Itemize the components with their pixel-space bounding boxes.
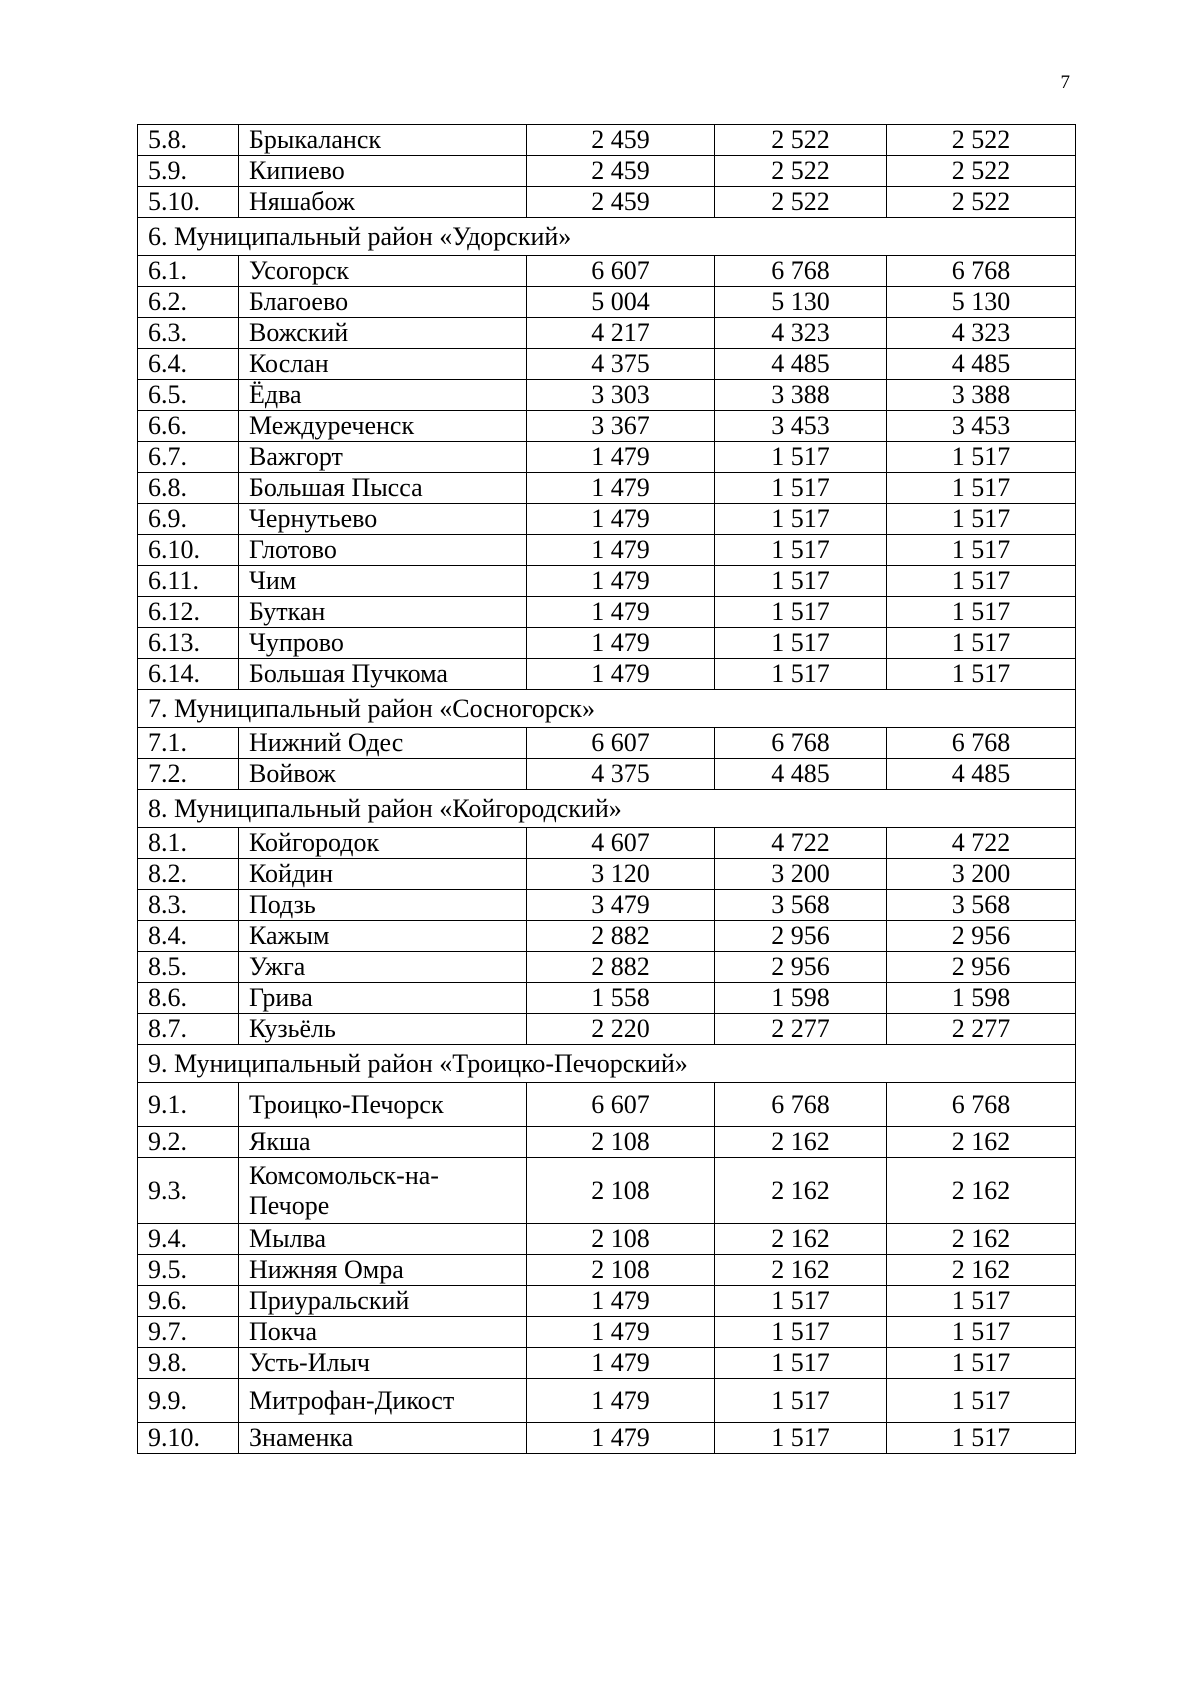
value-3-cell: 1 517 <box>887 473 1076 504</box>
table-row <box>138 156 1076 187</box>
row-number-cell: 7.2. <box>138 759 239 790</box>
table-row <box>138 318 1076 349</box>
table-row <box>138 473 1076 504</box>
table-row <box>138 828 1076 859</box>
section-title: 9. Муниципальный район «Троицко-Печорский» <box>138 1045 1076 1083</box>
value-2-cell: 6 768 <box>715 728 887 759</box>
table-row <box>138 1379 1076 1423</box>
row-number-cell: 6.6. <box>138 411 239 442</box>
value-1-cell: 1 479 <box>527 473 715 504</box>
table-row <box>138 859 1076 890</box>
value-2-cell: 3 453 <box>715 411 887 442</box>
value-2-cell: 1 517 <box>715 1423 887 1454</box>
value-3-cell: 1 517 <box>887 659 1076 690</box>
table-row <box>138 380 1076 411</box>
settlement-name-cell: Большая Пучкома <box>239 659 527 690</box>
settlement-name-cell: Усть-Илыч <box>239 1348 527 1379</box>
table-row <box>138 1127 1076 1158</box>
value-1-cell: 4 217 <box>527 318 715 349</box>
row-number-cell: 8.4. <box>138 921 239 952</box>
row-number-cell: 6.3. <box>138 318 239 349</box>
row-number-cell: 8.3. <box>138 890 239 921</box>
value-1-cell: 3 367 <box>527 411 715 442</box>
value-2-cell: 1 517 <box>715 1286 887 1317</box>
settlement-name-cell: Якша <box>239 1127 527 1158</box>
value-2-cell: 1 517 <box>715 442 887 473</box>
value-1-cell: 2 882 <box>527 921 715 952</box>
settlement-name-cell: Койгородок <box>239 828 527 859</box>
row-number-cell: 6.13. <box>138 628 239 659</box>
row-number-cell: 6.8. <box>138 473 239 504</box>
row-number-cell: 6.11. <box>138 566 239 597</box>
value-1-cell: 2 459 <box>527 156 715 187</box>
value-3-cell: 1 517 <box>887 1348 1076 1379</box>
value-1-cell: 1 479 <box>527 659 715 690</box>
table-row <box>138 659 1076 690</box>
settlement-name-cell: Междуреченск <box>239 411 527 442</box>
value-1-cell: 2 108 <box>527 1158 715 1224</box>
value-2-cell: 1 517 <box>715 504 887 535</box>
table-row <box>138 1158 1076 1224</box>
table-row <box>138 256 1076 287</box>
value-3-cell: 6 768 <box>887 1083 1076 1127</box>
value-1-cell: 1 558 <box>527 983 715 1014</box>
row-number-cell: 6.1. <box>138 256 239 287</box>
settlement-name-cell: Буткан <box>239 597 527 628</box>
value-2-cell: 2 162 <box>715 1127 887 1158</box>
settlement-name-cell: Кузьёль <box>239 1014 527 1045</box>
settlement-name-cell: Грива <box>239 983 527 1014</box>
value-3-cell: 4 485 <box>887 349 1076 380</box>
value-2-cell: 2 956 <box>715 952 887 983</box>
settlement-name-cell: Важгорт <box>239 442 527 473</box>
table-row <box>138 125 1076 156</box>
row-number-cell: 8.7. <box>138 1014 239 1045</box>
value-1-cell: 6 607 <box>527 1083 715 1127</box>
value-2-cell: 2 277 <box>715 1014 887 1045</box>
value-2-cell: 3 200 <box>715 859 887 890</box>
settlement-name-cell: Чим <box>239 566 527 597</box>
value-3-cell: 1 517 <box>887 1286 1076 1317</box>
value-2-cell: 1 517 <box>715 566 887 597</box>
value-2-cell: 1 517 <box>715 1317 887 1348</box>
value-3-cell: 2 162 <box>887 1158 1076 1224</box>
settlement-name-cell: Благоево <box>239 287 527 318</box>
value-1-cell: 2 459 <box>527 187 715 218</box>
value-1-cell: 2 882 <box>527 952 715 983</box>
value-1-cell: 1 479 <box>527 566 715 597</box>
settlement-name-cell: Комсомольск-на-Печоре <box>239 1158 527 1224</box>
row-number-cell: 8.5. <box>138 952 239 983</box>
row-number-cell: 9.3. <box>138 1158 239 1224</box>
row-number-cell: 5.9. <box>138 156 239 187</box>
value-3-cell: 2 162 <box>887 1127 1076 1158</box>
value-3-cell: 1 517 <box>887 1317 1076 1348</box>
value-3-cell: 2 956 <box>887 952 1076 983</box>
table-row <box>138 1224 1076 1255</box>
value-3-cell: 3 453 <box>887 411 1076 442</box>
value-2-cell: 2 162 <box>715 1158 887 1224</box>
value-3-cell: 2 522 <box>887 156 1076 187</box>
value-1-cell: 5 004 <box>527 287 715 318</box>
value-1-cell: 1 479 <box>527 1423 715 1454</box>
row-number-cell: 7.1. <box>138 728 239 759</box>
row-number-cell: 9.2. <box>138 1127 239 1158</box>
value-1-cell: 4 375 <box>527 349 715 380</box>
value-2-cell: 6 768 <box>715 1083 887 1127</box>
value-1-cell: 2 108 <box>527 1255 715 1286</box>
row-number-cell: 8.1. <box>138 828 239 859</box>
row-number-cell: 6.9. <box>138 504 239 535</box>
table-row <box>138 952 1076 983</box>
table-row <box>138 921 1076 952</box>
value-1-cell: 2 108 <box>527 1127 715 1158</box>
value-1-cell: 1 479 <box>527 442 715 473</box>
table-row <box>138 1348 1076 1379</box>
value-2-cell: 2 956 <box>715 921 887 952</box>
value-2-cell: 1 517 <box>715 659 887 690</box>
section-title: 6. Муниципальный район «Удорский» <box>138 218 1076 256</box>
value-1-cell: 2 220 <box>527 1014 715 1045</box>
table-row <box>138 411 1076 442</box>
table-body <box>138 125 1076 1454</box>
value-3-cell: 3 568 <box>887 890 1076 921</box>
value-1-cell: 3 120 <box>527 859 715 890</box>
row-number-cell: 9.10. <box>138 1423 239 1454</box>
value-3-cell: 1 517 <box>887 1379 1076 1423</box>
row-number-cell: 6.12. <box>138 597 239 628</box>
settlement-name-cell: Митрофан-Дикост <box>239 1379 527 1423</box>
row-number-cell: 9.1. <box>138 1083 239 1127</box>
value-2-cell: 2 162 <box>715 1224 887 1255</box>
table-row <box>138 1286 1076 1317</box>
value-3-cell: 1 517 <box>887 597 1076 628</box>
table-row <box>138 187 1076 218</box>
settlement-name-cell: Усогорск <box>239 256 527 287</box>
row-number-cell: 6.2. <box>138 287 239 318</box>
table-row <box>138 1014 1076 1045</box>
section-header-row <box>138 790 1076 828</box>
value-2-cell: 2 162 <box>715 1255 887 1286</box>
settlement-name-cell: Войвож <box>239 759 527 790</box>
value-1-cell: 1 479 <box>527 597 715 628</box>
settlement-name-cell: Знаменка <box>239 1423 527 1454</box>
value-3-cell: 5 130 <box>887 287 1076 318</box>
value-3-cell: 2 162 <box>887 1255 1076 1286</box>
section-header-row <box>138 690 1076 728</box>
settlement-name-cell: Койдин <box>239 859 527 890</box>
value-2-cell: 5 130 <box>715 287 887 318</box>
settlement-name-cell: Нижняя Омра <box>239 1255 527 1286</box>
value-1-cell: 3 303 <box>527 380 715 411</box>
table-row <box>138 504 1076 535</box>
table-row <box>138 287 1076 318</box>
value-3-cell: 1 598 <box>887 983 1076 1014</box>
table-row <box>138 728 1076 759</box>
table-row <box>138 442 1076 473</box>
value-2-cell: 6 768 <box>715 256 887 287</box>
value-1-cell: 2 108 <box>527 1224 715 1255</box>
row-number-cell: 9.8. <box>138 1348 239 1379</box>
table-row <box>138 535 1076 566</box>
value-3-cell: 1 517 <box>887 535 1076 566</box>
value-1-cell: 1 479 <box>527 1379 715 1423</box>
value-3-cell: 3 388 <box>887 380 1076 411</box>
settlement-name-cell: Вожский <box>239 318 527 349</box>
value-1-cell: 1 479 <box>527 1317 715 1348</box>
row-number-cell: 6.10. <box>138 535 239 566</box>
value-2-cell: 1 517 <box>715 628 887 659</box>
value-2-cell: 1 517 <box>715 1348 887 1379</box>
section-title: 8. Муниципальный район «Койгородский» <box>138 790 1076 828</box>
value-3-cell: 2 956 <box>887 921 1076 952</box>
value-1-cell: 6 607 <box>527 256 715 287</box>
value-1-cell: 4 607 <box>527 828 715 859</box>
settlement-name-cell: Брыкаланск <box>239 125 527 156</box>
value-2-cell: 1 517 <box>715 473 887 504</box>
settlement-name-cell: Кослан <box>239 349 527 380</box>
settlement-name-cell: Ужга <box>239 952 527 983</box>
row-number-cell: 9.7. <box>138 1317 239 1348</box>
table-row <box>138 890 1076 921</box>
value-3-cell: 2 522 <box>887 187 1076 218</box>
value-3-cell: 2 162 <box>887 1224 1076 1255</box>
value-3-cell: 4 323 <box>887 318 1076 349</box>
settlement-name-cell: Нижний Одес <box>239 728 527 759</box>
value-1-cell: 1 479 <box>527 504 715 535</box>
value-3-cell: 4 722 <box>887 828 1076 859</box>
value-2-cell: 3 568 <box>715 890 887 921</box>
value-3-cell: 1 517 <box>887 1423 1076 1454</box>
value-2-cell: 4 485 <box>715 759 887 790</box>
table-row <box>138 1083 1076 1127</box>
table-row <box>138 1317 1076 1348</box>
row-number-cell: 6.14. <box>138 659 239 690</box>
row-number-cell: 8.2. <box>138 859 239 890</box>
page-number: 7 <box>1060 72 1070 93</box>
value-2-cell: 1 517 <box>715 1379 887 1423</box>
value-2-cell: 1 517 <box>715 597 887 628</box>
value-1-cell: 1 479 <box>527 535 715 566</box>
table-row <box>138 759 1076 790</box>
value-2-cell: 1 517 <box>715 535 887 566</box>
value-3-cell: 1 517 <box>887 442 1076 473</box>
value-1-cell: 6 607 <box>527 728 715 759</box>
settlement-name-cell: Мылва <box>239 1224 527 1255</box>
settlements-table <box>137 124 1076 1454</box>
value-3-cell: 6 768 <box>887 728 1076 759</box>
row-number-cell: 9.4. <box>138 1224 239 1255</box>
row-number-cell: 6.5. <box>138 380 239 411</box>
row-number-cell: 6.4. <box>138 349 239 380</box>
section-header-row <box>138 218 1076 256</box>
value-3-cell: 2 277 <box>887 1014 1076 1045</box>
table-row <box>138 566 1076 597</box>
value-2-cell: 2 522 <box>715 156 887 187</box>
value-3-cell: 3 200 <box>887 859 1076 890</box>
value-2-cell: 4 323 <box>715 318 887 349</box>
row-number-cell: 9.6. <box>138 1286 239 1317</box>
value-1-cell: 1 479 <box>527 1286 715 1317</box>
value-2-cell: 2 522 <box>715 125 887 156</box>
table-row <box>138 1255 1076 1286</box>
settlement-name-cell: Глотово <box>239 535 527 566</box>
value-3-cell: 6 768 <box>887 256 1076 287</box>
table-row <box>138 597 1076 628</box>
settlement-name-cell: Кажым <box>239 921 527 952</box>
value-3-cell: 2 522 <box>887 125 1076 156</box>
value-2-cell: 4 722 <box>715 828 887 859</box>
row-number-cell: 8.6. <box>138 983 239 1014</box>
value-1-cell: 4 375 <box>527 759 715 790</box>
table-row <box>138 1423 1076 1454</box>
settlement-name-cell: Большая Пысса <box>239 473 527 504</box>
settlement-name-cell: Ёдва <box>239 380 527 411</box>
value-1-cell: 3 479 <box>527 890 715 921</box>
table-row <box>138 349 1076 380</box>
settlement-name-cell: Кипиево <box>239 156 527 187</box>
settlement-name-cell: Няшабож <box>239 187 527 218</box>
value-3-cell: 4 485 <box>887 759 1076 790</box>
value-2-cell: 2 522 <box>715 187 887 218</box>
settlement-name-cell: Чернутьево <box>239 504 527 535</box>
table-row <box>138 628 1076 659</box>
value-3-cell: 1 517 <box>887 504 1076 535</box>
value-2-cell: 4 485 <box>715 349 887 380</box>
value-2-cell: 1 598 <box>715 983 887 1014</box>
settlement-name-cell: Чупрово <box>239 628 527 659</box>
row-number-cell: 9.5. <box>138 1255 239 1286</box>
settlement-name-cell: Приуральский <box>239 1286 527 1317</box>
value-3-cell: 1 517 <box>887 566 1076 597</box>
settlement-name-cell: Покча <box>239 1317 527 1348</box>
table-row <box>138 983 1076 1014</box>
value-1-cell: 1 479 <box>527 1348 715 1379</box>
settlement-name-cell: Троицко-Печорск <box>239 1083 527 1127</box>
settlement-name-cell: Подзь <box>239 890 527 921</box>
value-2-cell: 3 388 <box>715 380 887 411</box>
row-number-cell: 5.8. <box>138 125 239 156</box>
row-number-cell: 6.7. <box>138 442 239 473</box>
row-number-cell: 9.9. <box>138 1379 239 1423</box>
value-3-cell: 1 517 <box>887 628 1076 659</box>
section-title: 7. Муниципальный район «Сосногорск» <box>138 690 1076 728</box>
section-header-row <box>138 1045 1076 1083</box>
value-1-cell: 2 459 <box>527 125 715 156</box>
value-1-cell: 1 479 <box>527 628 715 659</box>
row-number-cell: 5.10. <box>138 187 239 218</box>
